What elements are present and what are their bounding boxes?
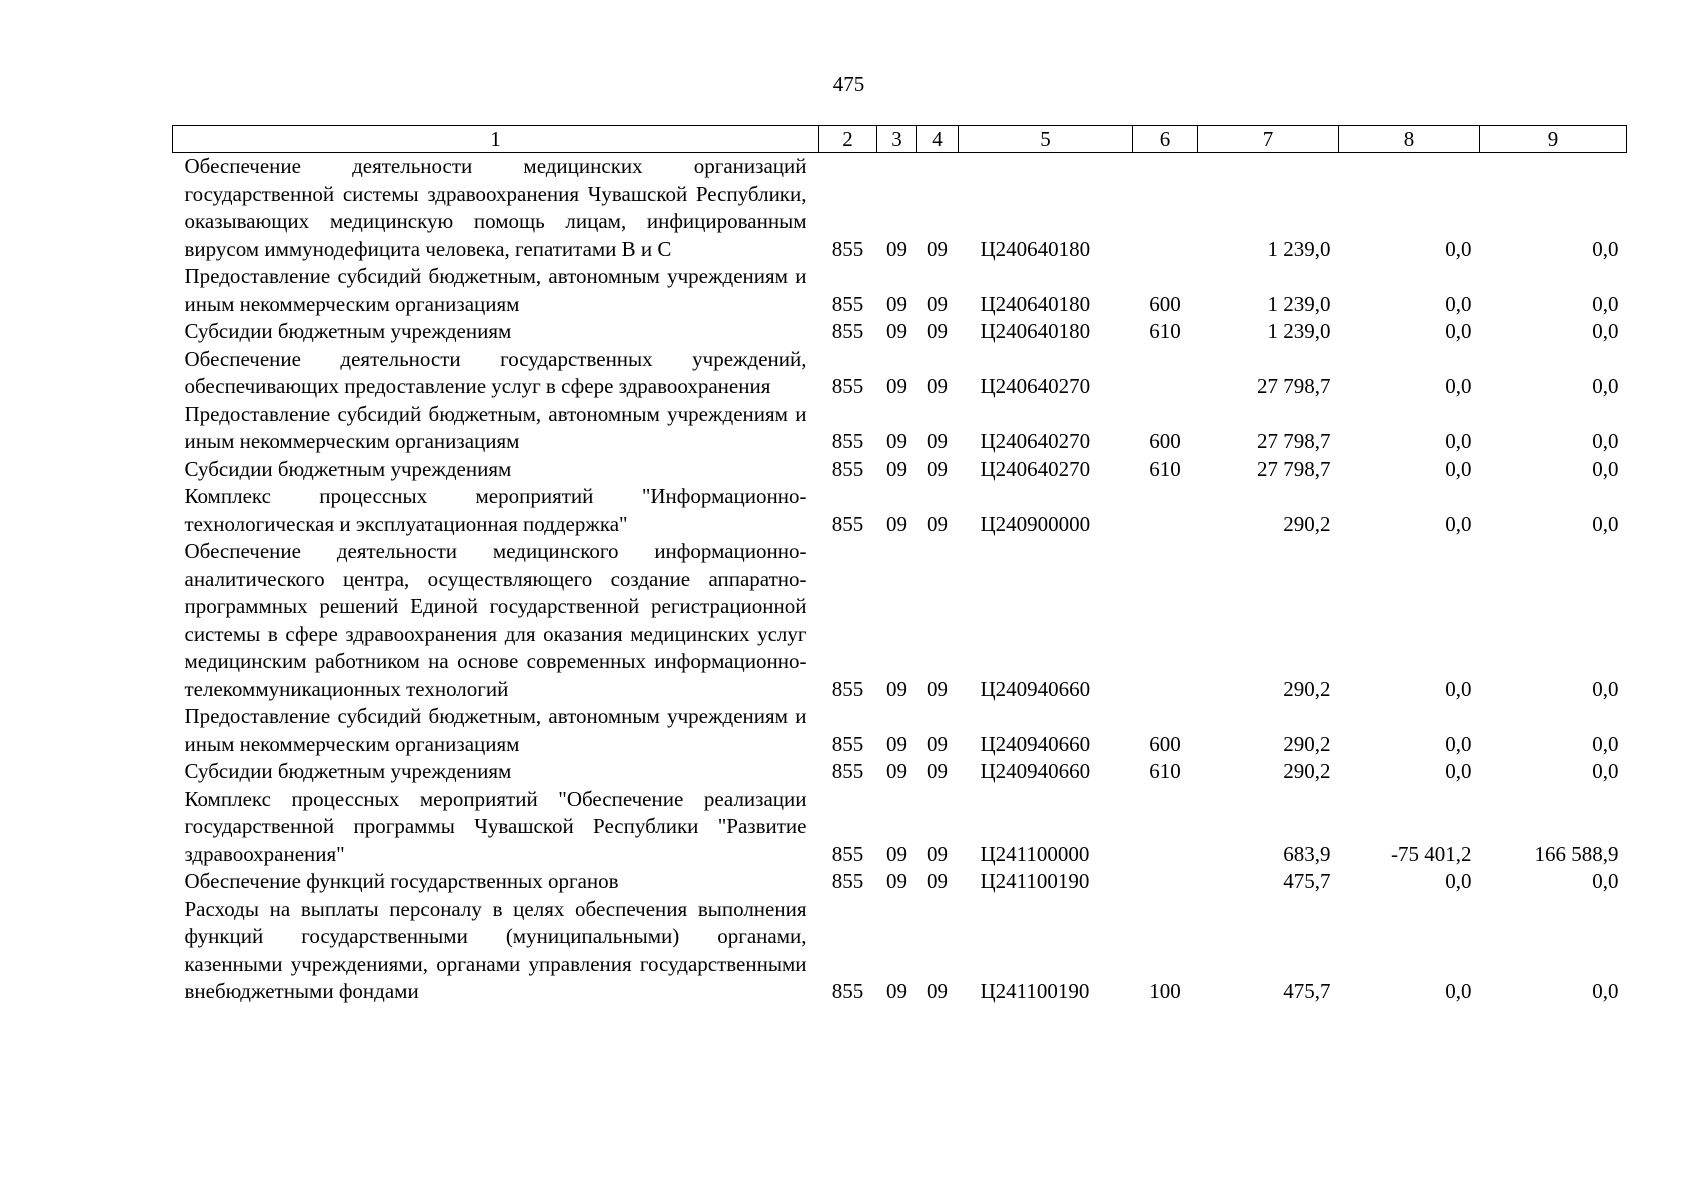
cell-target-article: Ц241100190 xyxy=(980,869,1090,893)
cell-amount-9: 0,0 xyxy=(1592,374,1619,398)
column-header-3: 3 xyxy=(877,126,917,153)
cell-amount-7: 290,2 xyxy=(1283,676,1331,701)
cell-subsection: 09 xyxy=(927,869,948,893)
cell-ministry-code: 855 xyxy=(831,374,864,398)
cell-expense-type: 610 xyxy=(1149,319,1181,343)
cell-expense-type xyxy=(1133,786,1198,869)
page-number: 475 xyxy=(832,72,865,96)
cell-ministry-code: 855 xyxy=(831,759,864,783)
cell-amount-7: 290,2 xyxy=(1283,731,1331,756)
cell-amount-9: 0,0 xyxy=(1592,511,1619,536)
table-row xyxy=(173,153,1627,264)
cell-subsection: 09 xyxy=(927,979,948,1003)
cell-ministry-code: 855 xyxy=(831,731,864,756)
cell-section: 09 xyxy=(886,979,907,1003)
cell-section: 09 xyxy=(886,456,907,481)
cell-subsection: 09 xyxy=(927,759,948,783)
column-header-9: 9 xyxy=(1480,126,1627,153)
cell-target-article: Ц240900000 xyxy=(980,511,1091,536)
cell-amount-7: 683,9 xyxy=(1283,841,1331,866)
cell-subsection: 09 xyxy=(927,319,948,343)
table-row xyxy=(173,868,1627,896)
cell-subsection: 09 xyxy=(927,236,948,261)
table-row xyxy=(173,401,1627,456)
cell-amount-8: 0,0 xyxy=(1445,319,1472,343)
cell-ministry-code: 855 xyxy=(831,869,864,893)
cell-expense-type: 600 xyxy=(1149,291,1181,316)
cell-expense-type: 100 xyxy=(1149,979,1181,1003)
cell-amount-7: 1 239,0 xyxy=(1267,319,1331,343)
table-body xyxy=(173,153,1627,1006)
cell-expense-type: 610 xyxy=(1149,456,1181,481)
cell-amount-8: 0,0 xyxy=(1445,511,1472,536)
cell-subsection: 09 xyxy=(927,841,948,866)
cell-target-article: Ц240640180 xyxy=(980,236,1091,261)
cell-subsection: 09 xyxy=(927,374,948,398)
cell-amount-8: 0,0 xyxy=(1445,869,1472,893)
cell-ministry-code: 855 xyxy=(831,511,864,536)
cell-target-article: Ц240640180 xyxy=(980,319,1091,343)
cell-amount-7: 475,7 xyxy=(1283,979,1331,1003)
cell-target-article: Ц240640270 xyxy=(980,429,1091,453)
cell-amount-7: 1 239,0 xyxy=(1267,236,1331,261)
cell-amount-9: 0,0 xyxy=(1592,979,1619,1003)
cell-amount-7: 475,7 xyxy=(1283,869,1331,893)
cell-target-article: Ц241100000 xyxy=(980,841,1090,866)
cell-amount-9: 0,0 xyxy=(1592,869,1619,893)
cell-amount-8: 0,0 xyxy=(1445,236,1472,261)
cell-expense-type xyxy=(1133,483,1198,538)
row-description: Предоставление субсидий бюджетным, автономным учреждениям и иным некоммерческим организациям xyxy=(184,401,807,453)
table-row xyxy=(173,263,1627,318)
cell-amount-9: 0,0 xyxy=(1592,291,1619,316)
cell-target-article: Ц240640270 xyxy=(980,374,1091,398)
cell-amount-9: 0,0 xyxy=(1592,236,1619,261)
cell-subsection: 09 xyxy=(927,291,948,316)
cell-amount-7: 290,2 xyxy=(1283,759,1331,783)
budget-table xyxy=(172,125,1627,1006)
cell-target-article: Ц240940660 xyxy=(980,676,1091,701)
cell-expense-type xyxy=(1133,346,1198,401)
cell-ministry-code: 855 xyxy=(831,841,864,866)
cell-target-article: Ц240640180 xyxy=(980,291,1091,316)
cell-section: 09 xyxy=(886,841,907,866)
cell-amount-8: 0,0 xyxy=(1445,429,1472,453)
column-header-8: 8 xyxy=(1339,126,1480,153)
table-row xyxy=(173,758,1627,786)
cell-amount-7: 27 798,7 xyxy=(1257,456,1331,481)
row-description: Субсидии бюджетным учреждениям xyxy=(184,319,512,343)
table-row xyxy=(173,703,1627,758)
cell-ministry-code: 855 xyxy=(831,429,864,453)
table-row xyxy=(173,483,1627,538)
cell-amount-8: -75 401,2 xyxy=(1391,841,1472,866)
cell-section: 09 xyxy=(886,374,907,398)
cell-amount-8: 0,0 xyxy=(1445,374,1472,398)
cell-section: 09 xyxy=(886,429,907,453)
column-header-4: 4 xyxy=(917,126,959,153)
column-header-6: 6 xyxy=(1133,126,1198,153)
cell-ministry-code: 855 xyxy=(831,319,864,343)
table-row xyxy=(173,318,1627,346)
cell-target-article: Ц240640270 xyxy=(980,456,1091,481)
cell-subsection: 09 xyxy=(927,511,948,536)
cell-ministry-code: 855 xyxy=(831,291,864,316)
cell-target-article: Ц240940660 xyxy=(980,759,1091,783)
cell-expense-type xyxy=(1133,153,1198,264)
row-description: Обеспечение функций государственных органов xyxy=(184,869,619,893)
cell-ministry-code: 855 xyxy=(831,236,864,261)
table-row xyxy=(173,456,1627,484)
row-description: Обеспечение деятельности государственных учреждений, обеспечивающих предоставление услуг в сфере здравоохранения xyxy=(184,346,807,398)
table-row xyxy=(173,346,1627,401)
cell-section: 09 xyxy=(886,319,907,343)
row-description: Обеспечение деятельности медицинских организаций государственной системы здравоохранения Чувашской Республики, оказывающих медицинскую помощь лицам, инфицированным вирусом иммунодефицита человека, гепатитами В и С xyxy=(184,154,807,261)
row-description: Субсидии бюджетным учреждениям xyxy=(184,759,512,783)
cell-amount-9: 0,0 xyxy=(1592,676,1619,701)
cell-expense-type xyxy=(1133,868,1198,896)
cell-amount-9: 0,0 xyxy=(1592,319,1619,343)
cell-amount-7: 1 239,0 xyxy=(1267,291,1331,316)
row-description: Расходы на выплаты персоналу в целях обеспечения выполнения функций государственными (муниципальными) органами, казенными учреждениями, органами управления государственными внебюджетными фондами xyxy=(184,896,807,1003)
cell-expense-type xyxy=(1133,538,1198,703)
cell-amount-9: 0,0 xyxy=(1592,731,1619,756)
cell-amount-7: 290,2 xyxy=(1283,511,1331,536)
cell-ministry-code: 855 xyxy=(831,979,864,1003)
cell-expense-type: 600 xyxy=(1149,429,1181,453)
cell-subsection: 09 xyxy=(927,456,948,481)
cell-amount-8: 0,0 xyxy=(1445,759,1472,783)
table-row xyxy=(173,896,1627,1006)
cell-ministry-code: 855 xyxy=(831,456,864,481)
table-row xyxy=(173,786,1627,869)
cell-expense-type: 600 xyxy=(1149,731,1181,756)
cell-ministry-code: 855 xyxy=(831,676,864,701)
cell-section: 09 xyxy=(886,236,907,261)
cell-section: 09 xyxy=(886,511,907,536)
row-description: Комплекс процессных мероприятий "Информационно-технологическая и эксплуатационная поддержка" xyxy=(184,484,807,536)
cell-amount-7: 27 798,7 xyxy=(1257,429,1331,453)
row-description: Комплекс процессных мероприятий "Обеспечение реализации государственной программы Чувашской Республики "Развитие здравоохранения" xyxy=(184,786,807,866)
column-header-1: 1 xyxy=(173,126,819,153)
row-description: Предоставление субсидий бюджетным, автономным учреждениям и иным некоммерческим организациям xyxy=(184,704,807,756)
row-description: Предоставление субсидий бюджетным, автономным учреждениям и иным некоммерческим организациям xyxy=(184,264,807,316)
cell-expense-type: 610 xyxy=(1149,759,1181,783)
cell-amount-8: 0,0 xyxy=(1445,456,1472,481)
column-header-7: 7 xyxy=(1198,126,1339,153)
cell-amount-8: 0,0 xyxy=(1445,979,1472,1003)
row-description: Субсидии бюджетным учреждениям xyxy=(184,456,512,481)
cell-amount-8: 0,0 xyxy=(1445,291,1472,316)
cell-subsection: 09 xyxy=(927,676,948,701)
table-row xyxy=(173,538,1627,703)
cell-amount-9: 0,0 xyxy=(1592,759,1619,783)
cell-section: 09 xyxy=(886,291,907,316)
cell-amount-9: 166 588,9 xyxy=(1534,841,1619,866)
column-header-5: 5 xyxy=(959,126,1133,153)
header-row xyxy=(173,126,1627,153)
cell-target-article: Ц241100190 xyxy=(980,979,1090,1003)
cell-target-article: Ц240940660 xyxy=(980,731,1091,756)
cell-amount-7: 27 798,7 xyxy=(1257,374,1331,398)
cell-section: 09 xyxy=(886,731,907,756)
cell-subsection: 09 xyxy=(927,731,948,756)
cell-amount-9: 0,0 xyxy=(1592,456,1619,481)
cell-section: 09 xyxy=(886,676,907,701)
cell-amount-9: 0,0 xyxy=(1592,429,1619,453)
cell-amount-8: 0,0 xyxy=(1445,731,1472,756)
cell-subsection: 09 xyxy=(927,429,948,453)
column-header-2: 2 xyxy=(819,126,877,153)
cell-section: 09 xyxy=(886,759,907,783)
cell-section: 09 xyxy=(886,869,907,893)
cell-amount-8: 0,0 xyxy=(1445,676,1472,701)
row-description: Обеспечение деятельности медицинского информационно-аналитического центра, осуществляющего создание аппаратно-программных решений Единой государственной регистрационной системы в сфере здравоохранения для оказания медицинских услуг медицинским работником на основе современных информационно-телекоммуникационных технологий xyxy=(184,539,807,701)
